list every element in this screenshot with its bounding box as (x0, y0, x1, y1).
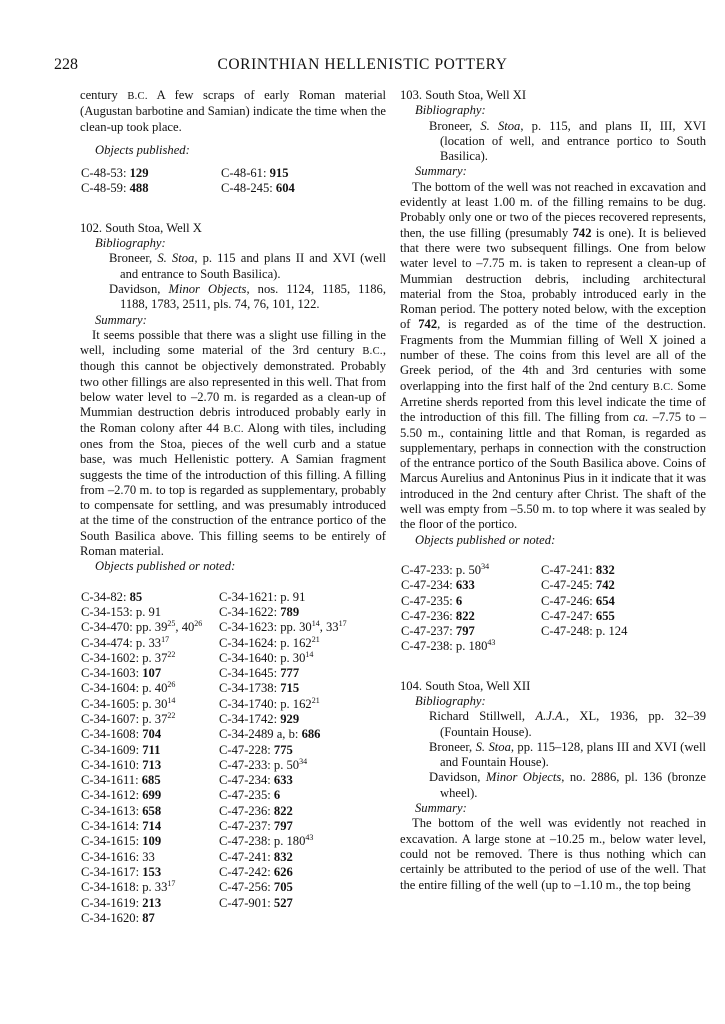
bibliography-entry: Broneer, S. Stoa, p. 115, and plans II, III, XVI (location of well, and entrance portico to South Basilica). (429, 118, 707, 164)
object-entry: C-48-61: 915 (221, 166, 289, 181)
object-entry: C-47-901: 527 (219, 895, 293, 910)
page-number: 228 (54, 56, 78, 73)
object-entry: C-34-1645: 777 (219, 666, 300, 681)
bibliography-label: Bibliography: (95, 236, 166, 251)
bibliography-label: Bibliography: (415, 693, 486, 708)
object-entry: C-47-246: 654 (541, 593, 615, 608)
object-entry: C-34-1614: 714 (81, 819, 162, 834)
object-entry: C-47-237: 797 (219, 819, 293, 834)
object-entry: C-34-1738: 715 (219, 681, 300, 696)
summary-label: Summary: (95, 312, 147, 327)
object-entry: C-34-1608: 704 (81, 727, 162, 742)
object-entry: C-34-2489 a, b: 686 (219, 727, 321, 742)
object-entry: C-34-1620: 87 (81, 910, 155, 925)
objects-published-label: Objects published: (95, 142, 190, 157)
objects-noted-label: Objects published or noted: (95, 559, 236, 574)
object-entry: C-47-247: 655 (541, 608, 615, 623)
left-column (80, 88, 386, 926)
object-entry: C-47-242: 626 (219, 864, 293, 879)
object-entry: C-47-233: p. $50^{34}$ (401, 561, 490, 577)
section-104-title: 104. South Stoa, Well XII (400, 678, 531, 693)
object-entry: C-34-1607: p. $37^{22}$ (81, 710, 176, 726)
section-103-title: 103. South Stoa, Well XI (400, 88, 527, 102)
object-entry: C-34-1622: 789 (219, 604, 300, 619)
object-entry: C-47-248: p. 124 (541, 624, 628, 639)
running-title: CORINTHIAN HELLENISTIC POTTERY (217, 56, 508, 73)
object-entry: C-34-1604: p. $40^{26}$ (81, 680, 176, 696)
summary-text: The bottom of the well was evidently not reached in excavation. A large stone at –10.25 m., below water level, could not be removed. There is thus nothing which can certainly be attributed to the period of use of the well. That the entire filling of the well (up to –1.10 m., the top being (400, 816, 706, 892)
object-entry: C-48-53: 129 (81, 166, 149, 181)
object-entry: C-34-1617: 153 (81, 864, 162, 879)
objects-table-103 (401, 563, 706, 655)
object-entry: C-34-1602: p. $37^{22}$ (81, 649, 176, 665)
object-entry: C-47-234: 633 (219, 773, 293, 788)
object-entry: C-47-228: 775 (219, 742, 293, 757)
object-entry: C-34-1740: p. $162^{21}$ (219, 695, 320, 711)
object-entry: C-34-1624: p. $162^{21}$ (219, 634, 320, 650)
object-entry: C-34-1621: p. 91 (219, 589, 306, 604)
objects-table-101 (81, 166, 386, 197)
object-entry: C-34-1619: 213 (81, 895, 162, 910)
bibliography-label: Bibliography: (415, 103, 486, 118)
object-entry: C-47-236: 822 (219, 803, 293, 818)
page-header (0, 56, 725, 78)
object-entry: C-48-59: 488 (81, 181, 149, 196)
bibliography-entry: Broneer, S. Stoa, pp. 115–128, plans III and XVI (well and Fountain House). (429, 739, 707, 770)
objects-noted-label: Objects published or noted: (415, 532, 556, 547)
object-entry: C-34-474: p. $33^{17}$ (81, 634, 170, 650)
object-entry: C-47-241: 832 (219, 849, 293, 864)
object-entry: C-34-1611: 685 (81, 773, 161, 788)
object-entry: C-47-245: 742 (541, 578, 615, 593)
object-entry: C-34-1615: 109 (81, 834, 162, 849)
object-entry: C-47-241: 832 (541, 562, 615, 577)
continued-text: century B.C. A few scraps of early Roman material (Augustan barbotine and Samian) indicate the time when the clean-up took place. (80, 88, 387, 134)
object-entry: C-34-1605: p. $30^{14}$ (81, 695, 176, 711)
object-entry: C-34-1609: 711 (81, 742, 161, 757)
object-entry: C-34-82: 85 (81, 589, 143, 604)
section-102-title: 102. South Stoa, Well X (80, 220, 202, 235)
object-entry: C-34-1603: 107 (81, 666, 162, 681)
bibliography-entry: Broneer, S. Stoa, p. 115 and plans II and XVI (well and entrance to South Basilica). (109, 251, 386, 281)
object-entry: C-47-238: p. $180^{43}$ (219, 833, 314, 849)
object-entry: C-47-256: 705 (219, 880, 293, 895)
object-entry: C-34-1618: p. $33^{17}$ (81, 879, 176, 895)
summary-text: It seems possible that there was a slight use filling in the well, including some material of the 3rd century B.C., though this cannot be objectively demonstrated. Probably two other fillings are also represented in this well. That from below water level to –2.70 m. is regarded as a clean-up of Mummian destruction debris introduced probably early in the Roman colony after 44 B.C. Along with tiles, including ones from the Stoa, pieces of the well curb and a statue base, was much Hellenistic pottery. A Samian fragment suggests the time of the introduction of this filling. A filling from –2.70 m. to top is regarded as supplementary, probably to compensate for settling, and was presumably introduced at the time of the construction of the entrance portico of the South Basilica above. This filling seems to be entirely of Roman material. (80, 327, 387, 559)
object-entry: C-34-1640: p. $30^{14}$ (219, 649, 314, 665)
summary-label: Summary: (415, 801, 467, 816)
bibliography-entry: Davidson, Minor Objects, no. 2886, pl. 136 (bronze wheel). (429, 770, 707, 800)
object-entry: C-47-233: p. $50^{34}$ (219, 756, 308, 772)
object-entry: C-34-1616: 33 (81, 849, 155, 864)
object-entry: C-34-1613: 658 (81, 803, 162, 818)
object-entry: C-34-470: pp. $39^{25}$, $40^{26}$ (81, 619, 203, 635)
object-entry: C-48-245: 604 (221, 181, 295, 196)
right-column (400, 88, 706, 893)
object-entry: C-34-153: p. 91 (81, 604, 162, 619)
objects-table-102 (81, 590, 386, 927)
object-entry: C-34-1742: 929 (219, 711, 300, 726)
object-entry: C-34-1623: pp. $30^{14}$, $33^{17}$ (219, 619, 347, 635)
object-entry: C-47-237: 797 (401, 624, 475, 639)
summary-text: The bottom of the well was not reached in excavation and evidently at least 1.00 m. of the filling remains to be dug. Probably only one or two of the pieces recovered represents, then, the use filling (presumably 742 is one). It is believed that there were two subsequent fillings. One from below water level to –7.75 m. is taken to represent a clean-up of Mummian destruction debris, including architectural material from the Stoa, probably introduced early in the Roman period. The pottery noted below, with the exception of 742, is regarded as of the time of the destruction. Fragments from the Mummian filling of Well X joined a number of these. The coins from this level are all of the Greek period, of the 4th and 3rd centuries with some overlapping into the first half of the 2nd century B.C. Some Arretine sherds reported from this level indicate the time of the introduction of this fill. The filling from ca. –7.75 to –5.50 m., containing little and that Roman, is regarded as supplementary, perhaps in connection with the construction of the entrance portico of the South Basilica above. Coins of Marcus Aurelius and Antoninus Pius in it indicate that it was introduced in the 2nd century after Christ. The shaft of the well was empty from –5.50 m. to top where it was sealed by the floor of the portico. (400, 179, 707, 532)
object-entry: C-47-236: 822 (401, 608, 475, 623)
object-entry: C-47-238: p. $180^{43}$ (401, 638, 496, 654)
object-entry: C-34-1612: 699 (81, 788, 162, 803)
bibliography-entry: Davidson, Minor Objects, nos. 1124, 1185, 1186, 1188, 1783, 2511, pls. 74, 76, 101, 122. (109, 281, 387, 312)
object-entry: C-47-235: 6 (219, 788, 281, 803)
summary-label: Summary: (415, 164, 467, 179)
object-entry: C-47-235: 6 (401, 593, 463, 608)
object-entry: C-47-234: 633 (401, 578, 475, 593)
bibliography-entry: Richard Stillwell, A.J.A., XL, 1936, pp. 32–39 (Fountain House). (429, 709, 706, 739)
object-entry: C-34-1610: 713 (81, 757, 162, 772)
